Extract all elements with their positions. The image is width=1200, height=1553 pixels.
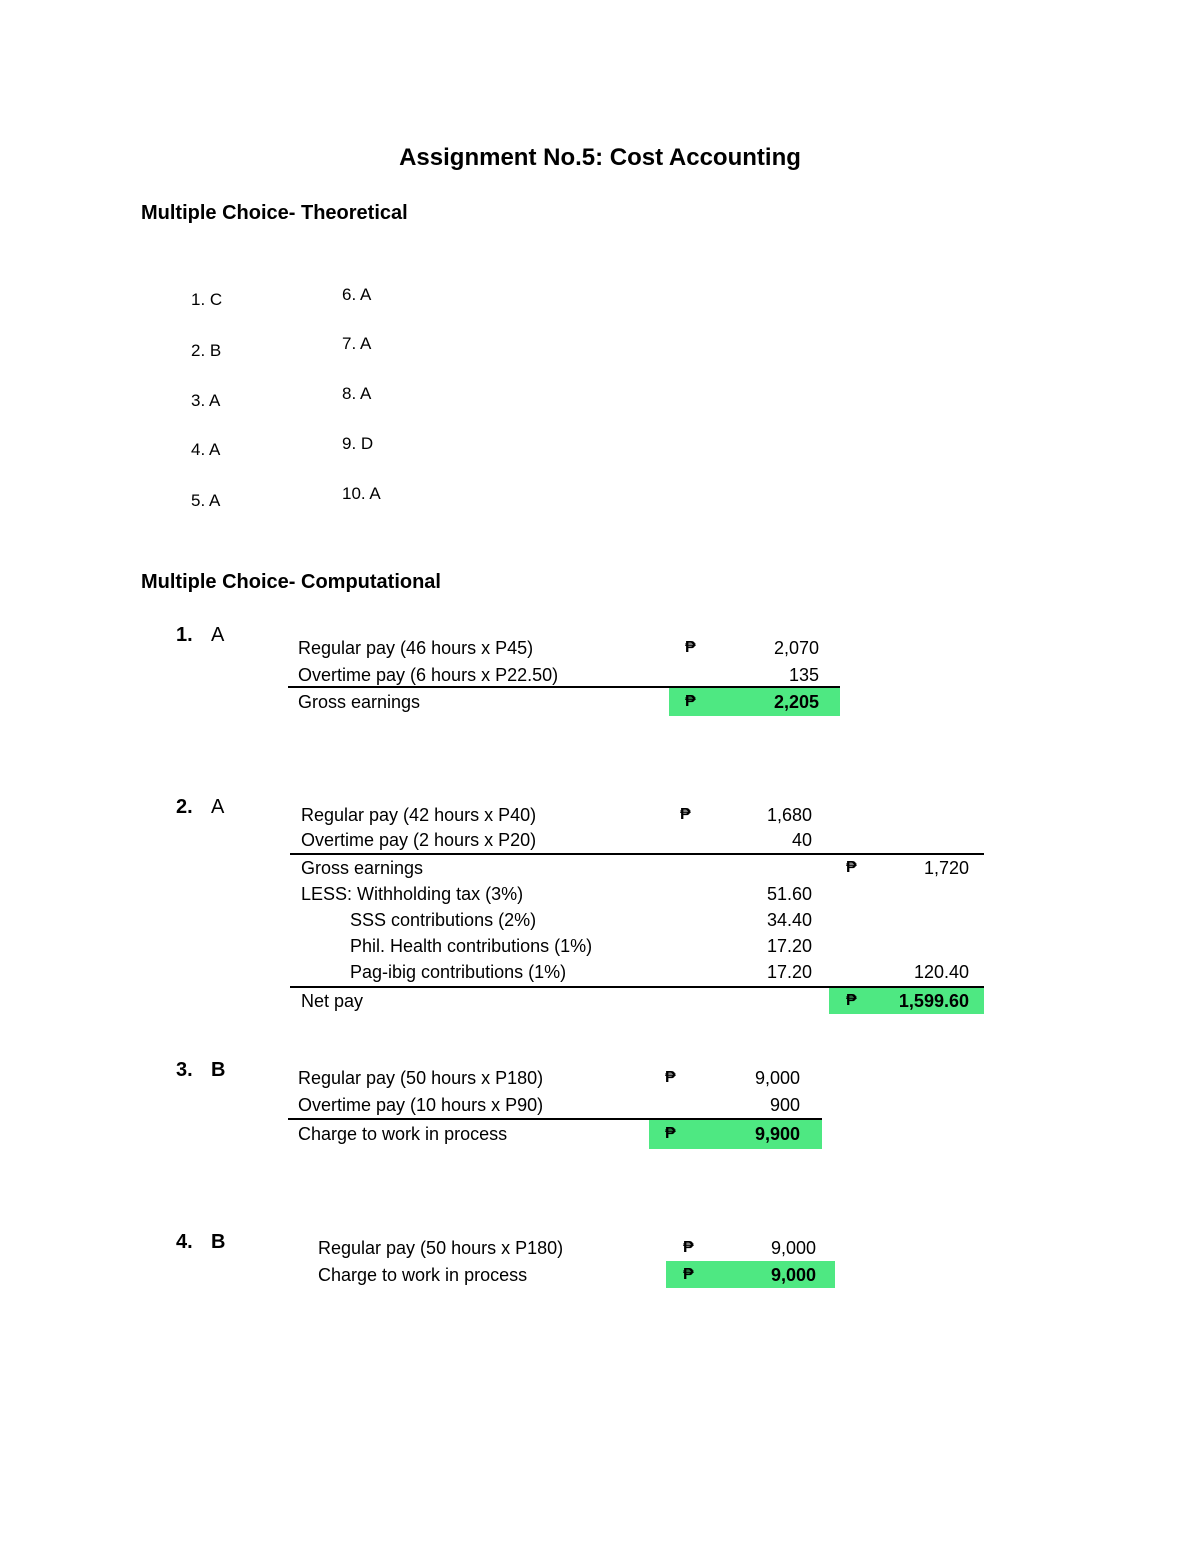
q1-answer: A [211,624,225,646]
q1-overtime-label: Overtime pay (6 hours x P22.50) [298,665,559,685]
q2-answer: A [211,796,225,818]
answer-6: 6. A [342,285,372,304]
q2-net-value: 1,599.60 [898,991,969,1011]
q4-charge-label: Charge to work in process [318,1265,528,1285]
answer-10: 10. A [342,484,381,503]
q2-sss-value: 34.40 [766,910,812,930]
q2-overtime-value: 40 [791,830,812,850]
q2-regular-label: Regular pay (42 hours x P40) [301,805,537,825]
q1-gross-peso: ₱ [685,693,696,710]
q2-number: 2. [176,796,193,818]
q3-charge-label: Charge to work in process [298,1124,508,1144]
q4-regular-label: Regular pay (50 hours x P180) [318,1238,564,1258]
answer-5: 5. A [191,491,221,510]
q4-charge-peso: ₱ [683,1266,694,1283]
q4-regular-value: 9,000 [770,1238,816,1258]
q1-regular-peso: ₱ [685,639,696,656]
answer-4: 4. A [191,440,221,459]
q3-number: 3. [176,1059,193,1081]
computational-heading: Multiple Choice- Computational [141,571,441,593]
q4-number: 4. [176,1231,193,1253]
q3-regular-label: Regular pay (50 hours x P180) [298,1068,544,1088]
q3-regular-value: 9,000 [754,1068,800,1088]
q1-gross-label: Gross earnings [298,692,421,712]
q4-regular-peso: ₱ [683,1239,694,1256]
q1-regular-value: 2,070 [773,638,819,658]
theoretical-heading: Multiple Choice- Theoretical [141,202,408,224]
q3-overtime-label: Overtime pay (10 hours x P90) [298,1095,544,1115]
q4-charge-value: 9,000 [770,1265,816,1285]
q3-charge-peso: ₱ [665,1125,676,1142]
answer-3: 3. A [191,391,221,410]
q2-gross-label: Gross earnings [301,858,424,878]
q2-sss-label: SSS contributions (2%) [350,910,537,930]
q1-gross-value: 2,205 [773,692,819,712]
q2-pagibig-label: Pag-ibig contributions (1%) [350,962,567,982]
q2-regular-value: 1,680 [766,805,812,825]
q2-philhealth-label: Phil. Health contributions (1%) [350,936,593,956]
answer-1: 1. C [191,290,223,309]
q3-regular-peso: ₱ [665,1069,676,1086]
answer-9: 9. D [342,434,374,453]
q2-gross-rule [290,853,984,855]
q2-withholding-value: 51.60 [766,884,812,904]
q3-answer: B [211,1059,226,1081]
q2-regular-peso: ₱ [680,806,691,823]
q2-pagibig-value: 17.20 [766,962,812,982]
q4-answer: B [211,1231,226,1253]
q1-overtime-value: 135 [788,665,819,685]
q1-number: 1. [176,624,193,646]
q2-gross-value: 1,720 [923,858,969,878]
q3-overtime-value: 900 [769,1095,800,1115]
q2-gross-peso: ₱ [846,859,857,876]
q2-total-deductions: 120.40 [913,962,969,982]
page-title: Assignment No.5: Cost Accounting [399,144,801,171]
q2-overtime-label: Overtime pay (2 hours x P20) [301,830,537,850]
q2-withholding-label: LESS: Withholding tax (3%) [301,884,524,904]
answer-8: 8. A [342,384,372,403]
answer-2: 2. B [191,341,222,360]
q2-net-peso: ₱ [846,992,857,1009]
q2-net-label: Net pay [301,991,364,1011]
q2-philhealth-value: 17.20 [766,936,812,956]
q1-regular-label: Regular pay (46 hours x P45) [298,638,534,658]
answer-7: 7. A [342,334,372,353]
q3-charge-value: 9,900 [754,1124,800,1144]
